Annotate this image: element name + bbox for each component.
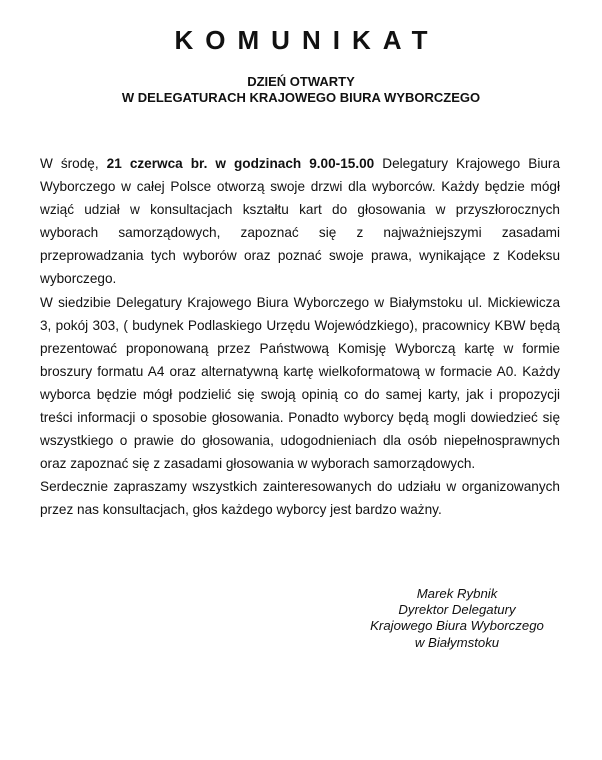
document-title: KOMUNIKAT [174,25,440,55]
signature-position: Dyrektor Delegatury [398,602,516,618]
signature-name: Marek Rybnik [416,586,498,601]
paragraph-2: W siedzibie Delegatury Krajowego Biura Wyborczego w Białymstoku ul. Mickiewicza 3, pokój 303, ( budynek Podlaskiego Urzędu Wojewódzkiego), pracownicy KBW będą prezentować proponowaną przez Państwową Komisję Wyborczą kartę w formie broszury formatu A4 oraz alternatywną kartę wielkoformatową w formacie A0. Każdy wyborca będzie mógł podzielić się swoją opinią co do samej karty, jak i propozycji treści informacji o sposobie głosowania. Ponadto wyborcy będą mogli dowiedzieć się wszystkiego o prawie do głosowania, udogodnieniach dla osób niepełnosprawnych oraz zapoznać się z zasadami głosowania w wyborach samorządowych. [40,294,560,472]
paragraph-3: Serdecznie zapraszamy wszystkich zainteresowanych do udziału w organizowanych przez nas konsultacjach, głos każdego wyborcy jest bardzo ważny. [40,479,560,518]
signature-location: w Białymstoku [414,634,500,650]
subtitle-line-2: W DELEGATURACH KRAJOWEGO BIURA WYBORCZEGO [121,90,481,105]
signature-institution: Krajowego Biura Wyborczego [370,618,544,634]
event-date: 21 czerwca br. w godzinach 9.00-15.00 [106,156,375,171]
document-subtitle [0,74,602,106]
paragraph-1-rest: Delegatury Krajowego Biura Wyborczego w całej Polsce otworzą swoje drzwi dla wyborców. Każdy będzie mógł wziąć udział w konsultacjach kształtu kart do głosowania w przyszłorocznych wyborach samorządowych, zapoznać się z najważniejszymi zasadami przeprowadzania tych wyborów oraz poznać swoje prawa, wynikające z Kodeksu wyborczego. [40,156,560,287]
paragraph-1-lead: W środę, [40,156,99,171]
subtitle-line-1: DZIEŃ OTWARTY [247,74,355,89]
signature-block [332,586,582,651]
document-body [40,152,560,522]
paragraph-1 [40,152,560,291]
